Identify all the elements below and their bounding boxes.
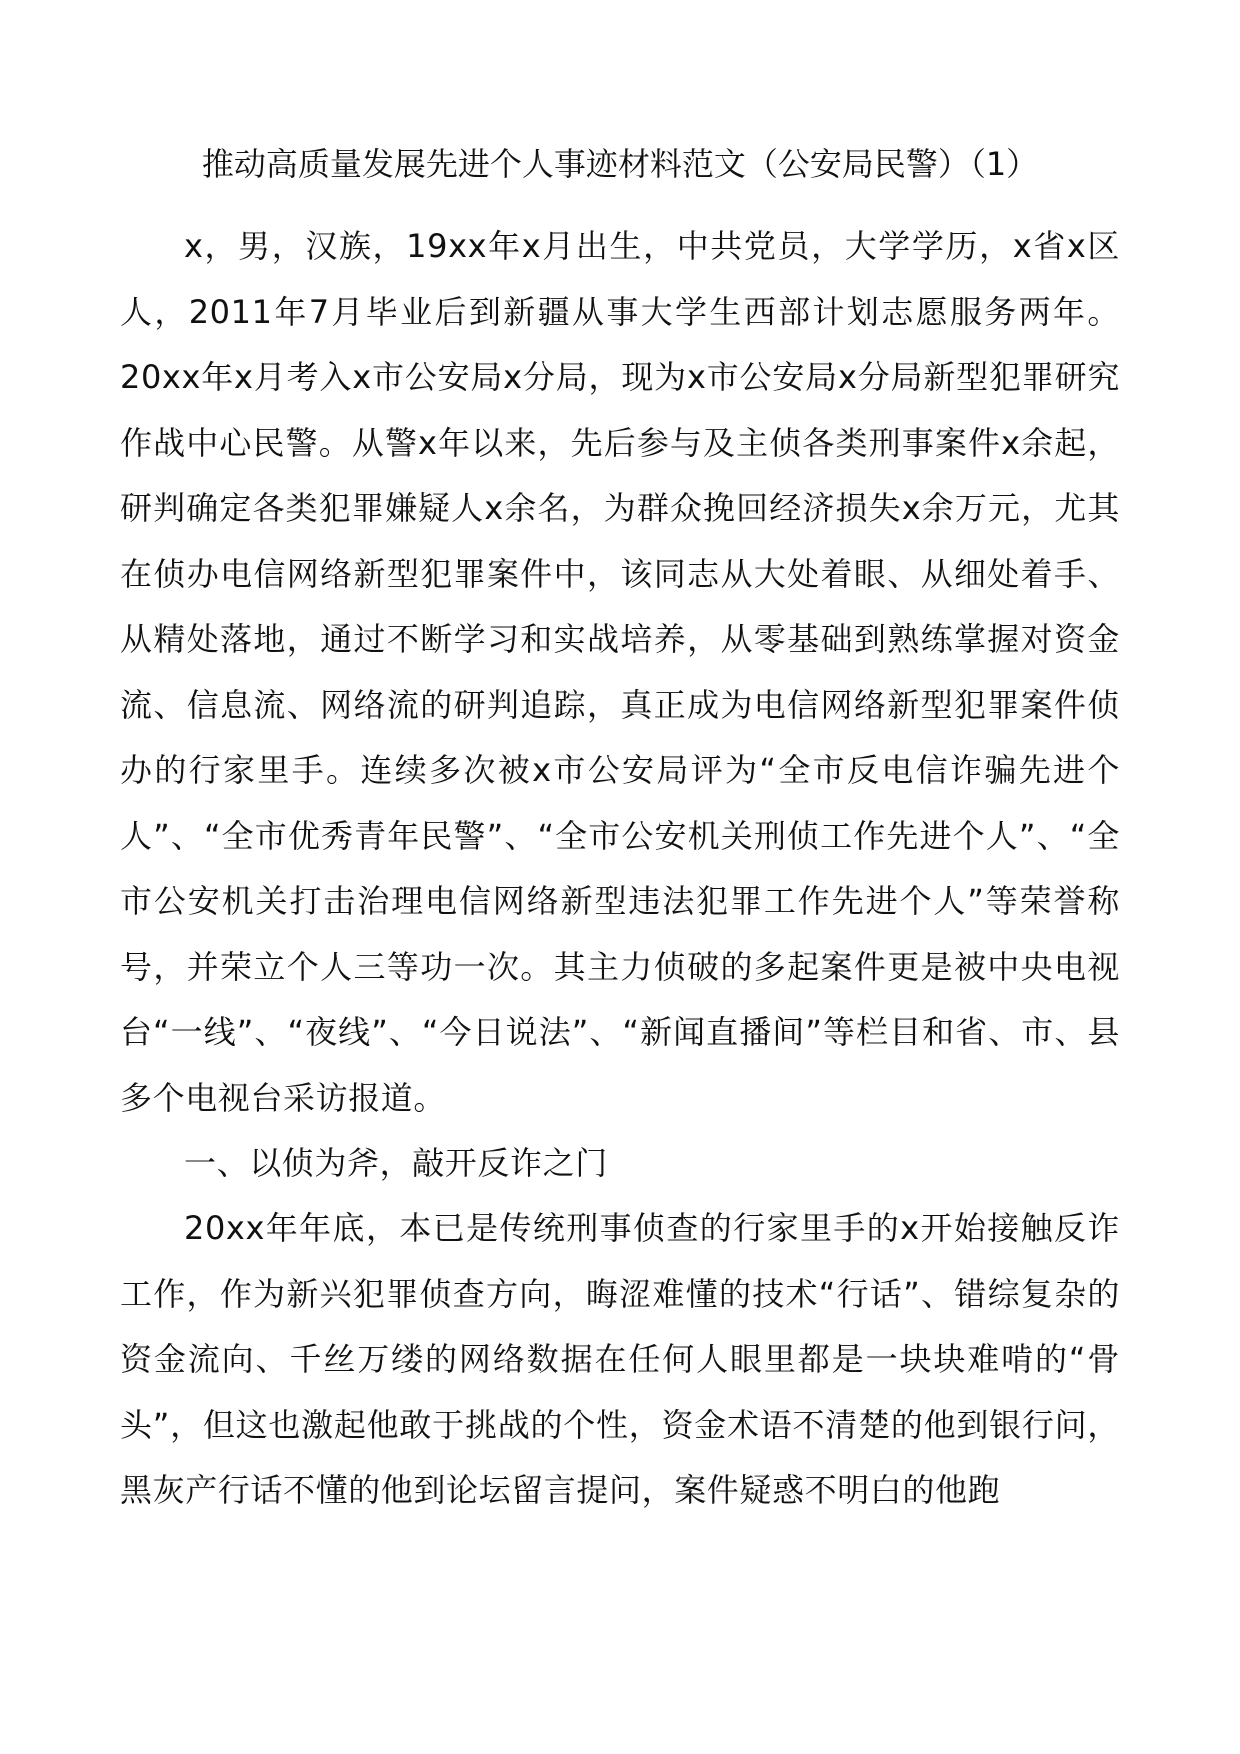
document-title: 推动高质量发展先进个人事迹材料范文（公安局民警）（1） (201, 145, 1039, 183)
section-heading: 一、以侦为斧，敲开反诈之门 (184, 1144, 608, 1182)
section-paragraph: 20xx年年底，本已是传统刑事侦查的行家里手的x开始接触反诈工作，作为新兴犯罪侦查方向，晦涩难懂的技术“行话”、错综复杂的资金流向、千丝万缕的网络数据在任何人眼里都是一块块难啃的“骨头”，但这也激起他敢于挑战的个性，资金术语不清楚的他到银行问，黑灰产行话不懂的他到论坛留言提问，案件疑惑不明白的他跑 (120, 1209, 1120, 1509)
intro-paragraph: x，男，汉族，19xx年x月出生，中共党员，大学学历，x省x区人，2011年7月毕业后到新疆从事大学生西部计划志愿服务两年。20xx年x月考入x市公安局x分局，现为x市公安局x分局新型犯罪研究作战中心民警。从警x年以来，先后参与及主侦各类刑事案件x余起，研判确定各类犯罪嫌疑人x余名，为群众挽回经济损失x余万元，尤其在侦办电信网络新型犯罪案件中，该同志从大处着眼、从细处着手、从精处落地，通过不断学习和实战培养，从零基础到熟练掌握对资金流、信息流、网络流的研判追踪，真正成为电信网络新型犯罪案件侦办的行家里手。连续多次被x市公安局评为“全市反电信诈骗先进个人”、“全市优秀青年民警”、“全市公安机关刑侦工作先进个人”、“全市公安机关打击治理电信网络新型违法犯罪工作先进个人”等荣誉称号，并荣立个人三等功一次。其主力侦破的多起案件更是被中央电视台“一线”、“夜线”、“今日说法”、“新闻直播间”等栏目和省、市、县多个电视台采访报道。 (120, 227, 1120, 1117)
